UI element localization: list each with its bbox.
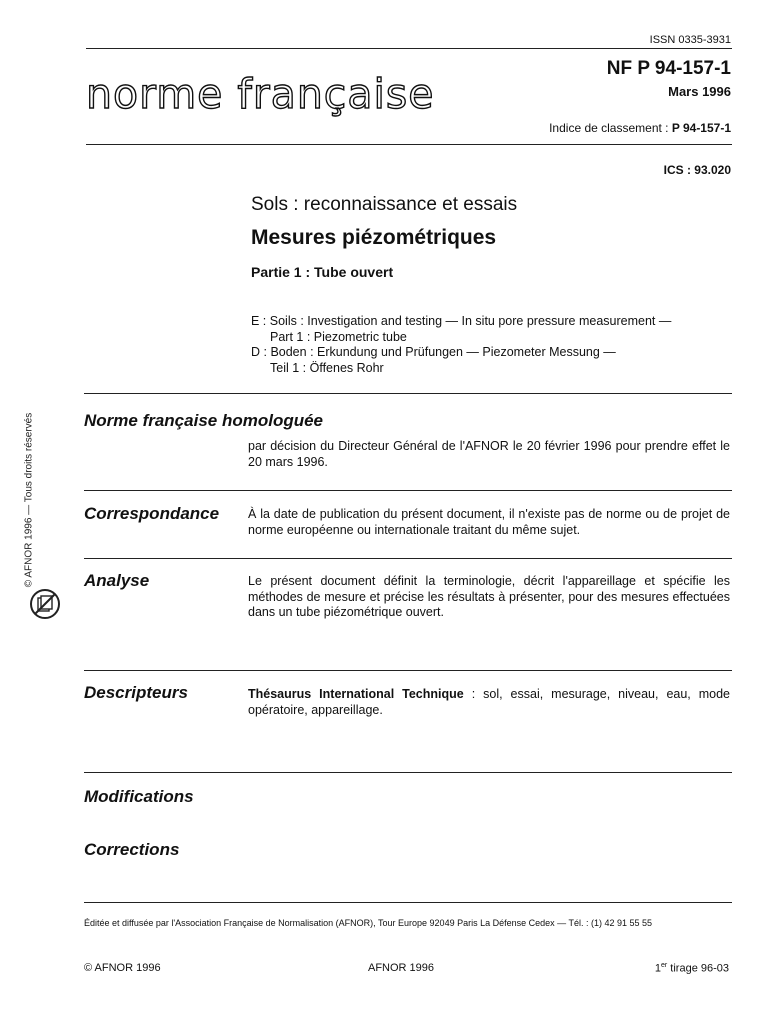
classement-label: Indice de classement : bbox=[549, 121, 669, 135]
standard-number: NF P 94-157-1 bbox=[606, 58, 731, 79]
section-heading-homologuee: Norme française homologuée bbox=[84, 411, 324, 430]
section-heading-corrections: Corrections bbox=[84, 840, 180, 859]
section-rule-correspondance bbox=[84, 490, 732, 491]
descripteurs-text: : sol, essai, mesurage, niveau, eau, mode opératoire, appareillage. bbox=[248, 687, 731, 717]
side-copyright-text: © AFNOR 1996 — Tous droits réservés bbox=[23, 412, 35, 588]
no-copy-icon bbox=[29, 588, 61, 620]
section-rule-homologuee bbox=[84, 393, 732, 394]
section-rule-modifications bbox=[84, 772, 732, 773]
tirage-rest: tirage 96-03 bbox=[667, 962, 729, 975]
brand-wordmark: norme française bbox=[86, 70, 435, 118]
classement-index bbox=[549, 121, 731, 135]
analyse-text: Le présent document définit la terminologie, décrit l'appareillage et spécifie les méthodes de mesure et précise les résultats à présenter, pour des mesures effectuées dans un tube piézométrique ouvert. bbox=[248, 574, 730, 619]
footer-tirage bbox=[655, 962, 729, 975]
descripteurs-label: Thésaurus International Technique bbox=[248, 687, 464, 701]
tirage-superscript: er bbox=[661, 962, 668, 969]
classement-value: P 94-157-1 bbox=[671, 121, 731, 135]
document-title: Mesures piézométriques bbox=[251, 226, 497, 249]
section-text-analyse bbox=[248, 574, 730, 621]
document-part: Partie 1 : Tube ouvert bbox=[251, 264, 394, 280]
english-title-line1: E : Soils : Investigation and testing — In situ pore pressure measurement — bbox=[251, 314, 672, 328]
standard-date: Mars 1996 bbox=[668, 84, 731, 99]
section-heading-descripteurs: Descripteurs bbox=[84, 683, 188, 702]
section-text-descripteurs bbox=[248, 687, 730, 718]
header-rule-top bbox=[86, 48, 732, 49]
section-rule-descripteurs bbox=[84, 670, 732, 671]
translations bbox=[251, 314, 671, 376]
issn: ISSN 0335-3931 bbox=[649, 34, 731, 46]
section-text-correspondance: À la date de publication du présent document, il n'existe pas de norme ou de projet de norme européenne ou internationale traitant du même sujet. bbox=[248, 507, 730, 537]
german-title-line2: Teil 1 : Öffenes Rohr bbox=[270, 360, 384, 375]
footer-rule bbox=[84, 902, 732, 903]
tirage-number: 1 bbox=[654, 962, 661, 975]
section-heading-modifications: Modifications bbox=[84, 787, 194, 806]
section-heading-correspondance: Correspondance bbox=[84, 504, 220, 523]
footer-copyright: © AFNOR 1996 bbox=[84, 962, 161, 974]
header-rule-bottom bbox=[86, 144, 732, 145]
section-text-homologuee: par décision du Directeur Général de l'AFNOR le 20 février 1996 pour prendre effet le 20 mars 1996. bbox=[248, 439, 730, 469]
document-subject: Sols : reconnaissance et essais bbox=[251, 194, 518, 215]
english-title-line2: Part 1 : Piezometric tube bbox=[270, 329, 407, 344]
ics-code: ICS : 93.020 bbox=[663, 163, 731, 177]
publisher-line: Éditée et diffusée par l'Association Française de Normalisation (AFNOR), Tour Europe 92049 Paris La Défense Cedex — Tél. : (1) 42 91 55 55 bbox=[84, 918, 653, 928]
section-rule-analyse bbox=[84, 558, 732, 559]
footer-center: AFNOR 1996 bbox=[368, 962, 435, 974]
german-title-line1: D : Boden : Erkundung und Prüfungen — Piezometer Messung — bbox=[251, 345, 616, 359]
section-heading-analyse: Analyse bbox=[84, 571, 150, 590]
